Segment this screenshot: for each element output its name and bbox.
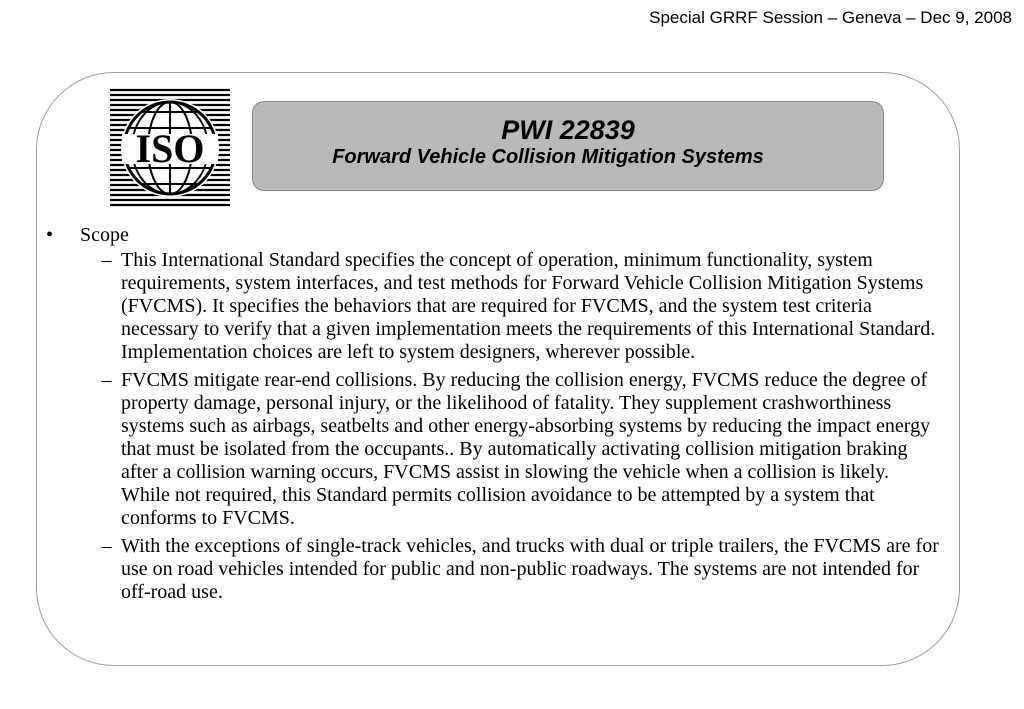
title-box [252,101,884,191]
slide-content [46,224,946,609]
dash-icon: – [101,535,112,557]
bullet-scope [46,224,946,247]
svg-text:ISO: ISO [135,126,205,171]
scope-sublist [46,249,946,604]
list-item-text: FVCMS mitigate rear-end collisions. By reducing the collision energy, FVCMS reduce the degree of property damage, personal injury, or the likelihood of fatality. They supplement crashworthiness systems such as airbags, seatbelts and other energy-absorbing systems by reducing the impact energy that must be isolated from the occupants.. By automatically activating collision mitigation braking after a collision warning occurs, FVCMS assist in slowing the vehicle when a collision is likely. While not required, this Standard permits collision avoidance to be attempted by a system that conforms to FVCMS. [121,369,931,529]
bullet-icon: • [46,224,54,246]
dash-icon: – [101,249,112,271]
list-item [46,535,946,604]
slide-subtitle: Forward Vehicle Collision Mitigation Systems [332,146,764,168]
list-item-text: This International Standard specifies the concept of operation, minimum functionality, system requirements, system interfaces, and test methods for Forward Vehicle Collision Mitigation Systems (FVCMS). It specifies the behaviors that are required for FVCMS, and the system test criteria necessary to verify that a given implementation meets the requirements of this International Standard. Implementation choices are left to system designers, wherever possible. [121,249,936,363]
list-item-text: With the exceptions of single-track vehicles, and trucks with dual or triple trailers, the FVCMS are for use on road vehicles intended for public and non-public roadways. The systems are not intended for off-road use. [121,535,939,603]
slide-title: PWI 22839 [501,115,635,145]
dash-icon: – [101,369,112,391]
list-item [46,369,946,530]
bullet-label: Scope [80,224,129,246]
slide-header: Special GRRF Session – Geneva – Dec 9, 2008 [649,8,1012,27]
list-item [46,249,946,364]
